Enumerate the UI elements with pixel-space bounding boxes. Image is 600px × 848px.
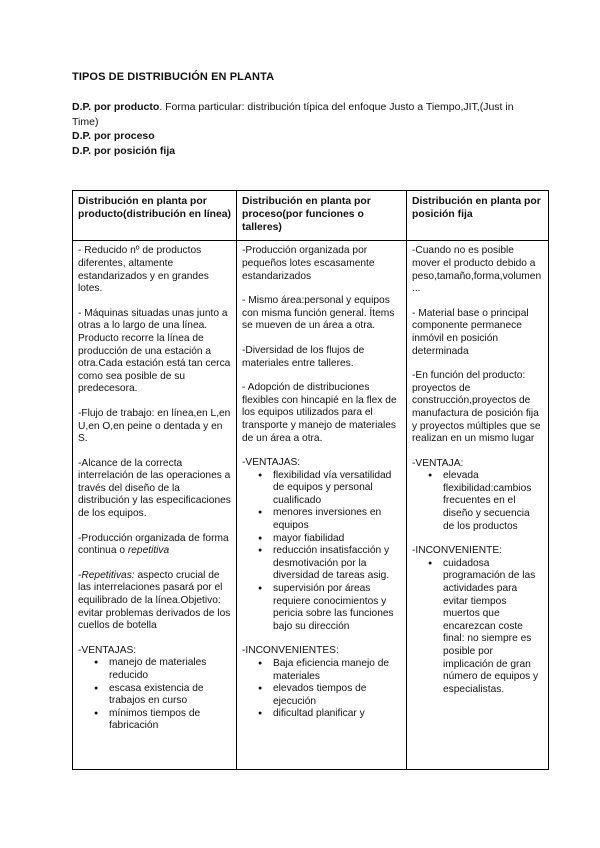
posicion-ventaja-label: -VENTAJA: (412, 457, 464, 469)
comparison-table (72, 190, 549, 770)
intro-line-posicion-fija (72, 144, 540, 159)
intro-producto-text: . Forma particular: distribución típica del enfoque Justo a Tiempo,JIT,(Just in Time) (72, 101, 514, 128)
intro-line-producto (72, 100, 540, 129)
producto-p6-italic: Repetitivas: (81, 569, 135, 581)
posicion-p3: -En función del producto: proyectos de construcción,proyectos de manufactura de posición fija y proyectos múltiples que se realizan en un mismo lugar (412, 370, 541, 445)
proceso-p1: -Producción organizada por pequeños lotes escasamente estandarizados (242, 245, 375, 282)
table-body-row (73, 241, 549, 770)
table-header-row (73, 191, 549, 241)
producto-ventajas-label: -VENTAJAS: (78, 644, 137, 656)
header-producto: Distribución en planta por producto(distribución en línea) (73, 191, 237, 241)
producto-p5 (78, 533, 231, 558)
list-item: ● Baja eficiencia manejo de materiales (242, 658, 401, 683)
document-title: TIPOS DE DISTRIBUCIÓN EN PLANTA (72, 71, 275, 83)
list-item: ● manejo de materiales reducido (78, 657, 231, 682)
list-item: ● dificultad planificar y (242, 708, 401, 721)
posicion-ventaja-list (412, 470, 543, 533)
list-item: ● supervisión por áreas requiere conocimientos y pericia sobre las funciones bajo su dirección (242, 583, 401, 633)
intro-posicion-label: D.P. por posición fija (72, 144, 176, 157)
posicion-inconveniente-list (412, 558, 543, 697)
intro-line-proceso (72, 129, 540, 144)
producto-p4: -Alcance de la correcta interrelación de las operaciones a través del diseño de la distribución y las especificaciones de los equipos. (78, 457, 231, 520)
posicion-p2: - Material base o principal componente permanece inmóvil en posición determinada (412, 307, 529, 357)
proceso-ventajas-label: -VENTAJAS: (242, 457, 301, 469)
list-item: ● elevados tiempos de ejecución (242, 683, 401, 708)
list-item: ● mínimos tiempos de fabricación (78, 708, 231, 733)
cell-proceso (237, 241, 407, 770)
list-item: ● menores inversiones en equipos (242, 507, 401, 532)
producto-p3: -Flujo de trabajo: en línea,en L,en U,en O,en peine o dentada y en S. (78, 407, 231, 445)
proceso-ventajas-list (242, 470, 401, 634)
header-posicion-fija: Distribución en planta por posición fija (407, 191, 549, 241)
intro-producto-label: D.P. por producto (72, 101, 160, 113)
proceso-inconvenientes-list (242, 658, 401, 721)
producto-p6 (78, 570, 231, 633)
producto-p5-italic: repetitiva (127, 545, 170, 557)
producto-ventajas-list (78, 657, 231, 733)
posicion-inconveniente-label: -INCONVENIENTE: (412, 545, 502, 557)
cell-posicion-fija (407, 241, 549, 770)
list-item: ● escasa existencia de trabajos en curso (78, 683, 231, 708)
proceso-p3: -Diversidad de los flujos de materiales entre talleres. (242, 344, 365, 369)
proceso-p4: - Adopción de distribuciones flexibles con hincapié en la flex de los equipos utilizados para el transporte y manejo de materiales de un área a otra. (242, 382, 397, 444)
producto-p6-dash: - (78, 569, 82, 581)
proceso-p2: - Mismo área:personal y equipos con misma función general. Ítems se mueven de un área a otra. (242, 295, 395, 332)
producto-p1: - Reducido nº de productos diferentes, altamente estandarizados y en grandes lotes. (78, 245, 209, 295)
cell-producto (73, 241, 237, 770)
producto-p2: - Máquinas situadas unas junto a otras a lo largo de una línea. Producto recorre la línea de producción de una estación a otra.Cada estación está tan cerca como sea posible de su predecesora. (78, 307, 231, 395)
posicion-p1: -Cuando no es posible mover el producto debido a peso,tamaño,forma,volumen ... (412, 245, 542, 295)
list-item: ● flexibilidad vía versatilidad de equipos y personal cualificado (242, 470, 401, 508)
producto-p6-text: aspecto crucial de las interrelaciones pasará por el equilibrado de la línea.Objetivo: evitar problemas derivados de los cuellos de botella (78, 569, 231, 632)
proceso-inconvenientes-label: -INCONVENIENTES: (242, 645, 339, 657)
intro-proceso-label: D.P. por proceso (72, 130, 155, 143)
list-item: ● reducción insatisfacción y desmotivación por la diversidad de tareas asig. (242, 545, 401, 583)
list-item: ● cuidadosa programación de las actividades para evitar tiempos muertos que encarezcan coste final: no siempre es posible por implicación de gran número de equipos y especialistas. (412, 558, 543, 697)
list-item: ● elevada flexibilidad:cambios frecuentes en el diseño y secuencia de los productos (412, 470, 543, 533)
intro-block (72, 100, 540, 158)
list-item: ● mayor fiabilidad (242, 533, 401, 546)
producto-p5-text: -Producción organizada de forma continua o (78, 532, 229, 557)
header-proceso: Distribución en planta por proceso(por funciones o talleres) (237, 191, 407, 241)
